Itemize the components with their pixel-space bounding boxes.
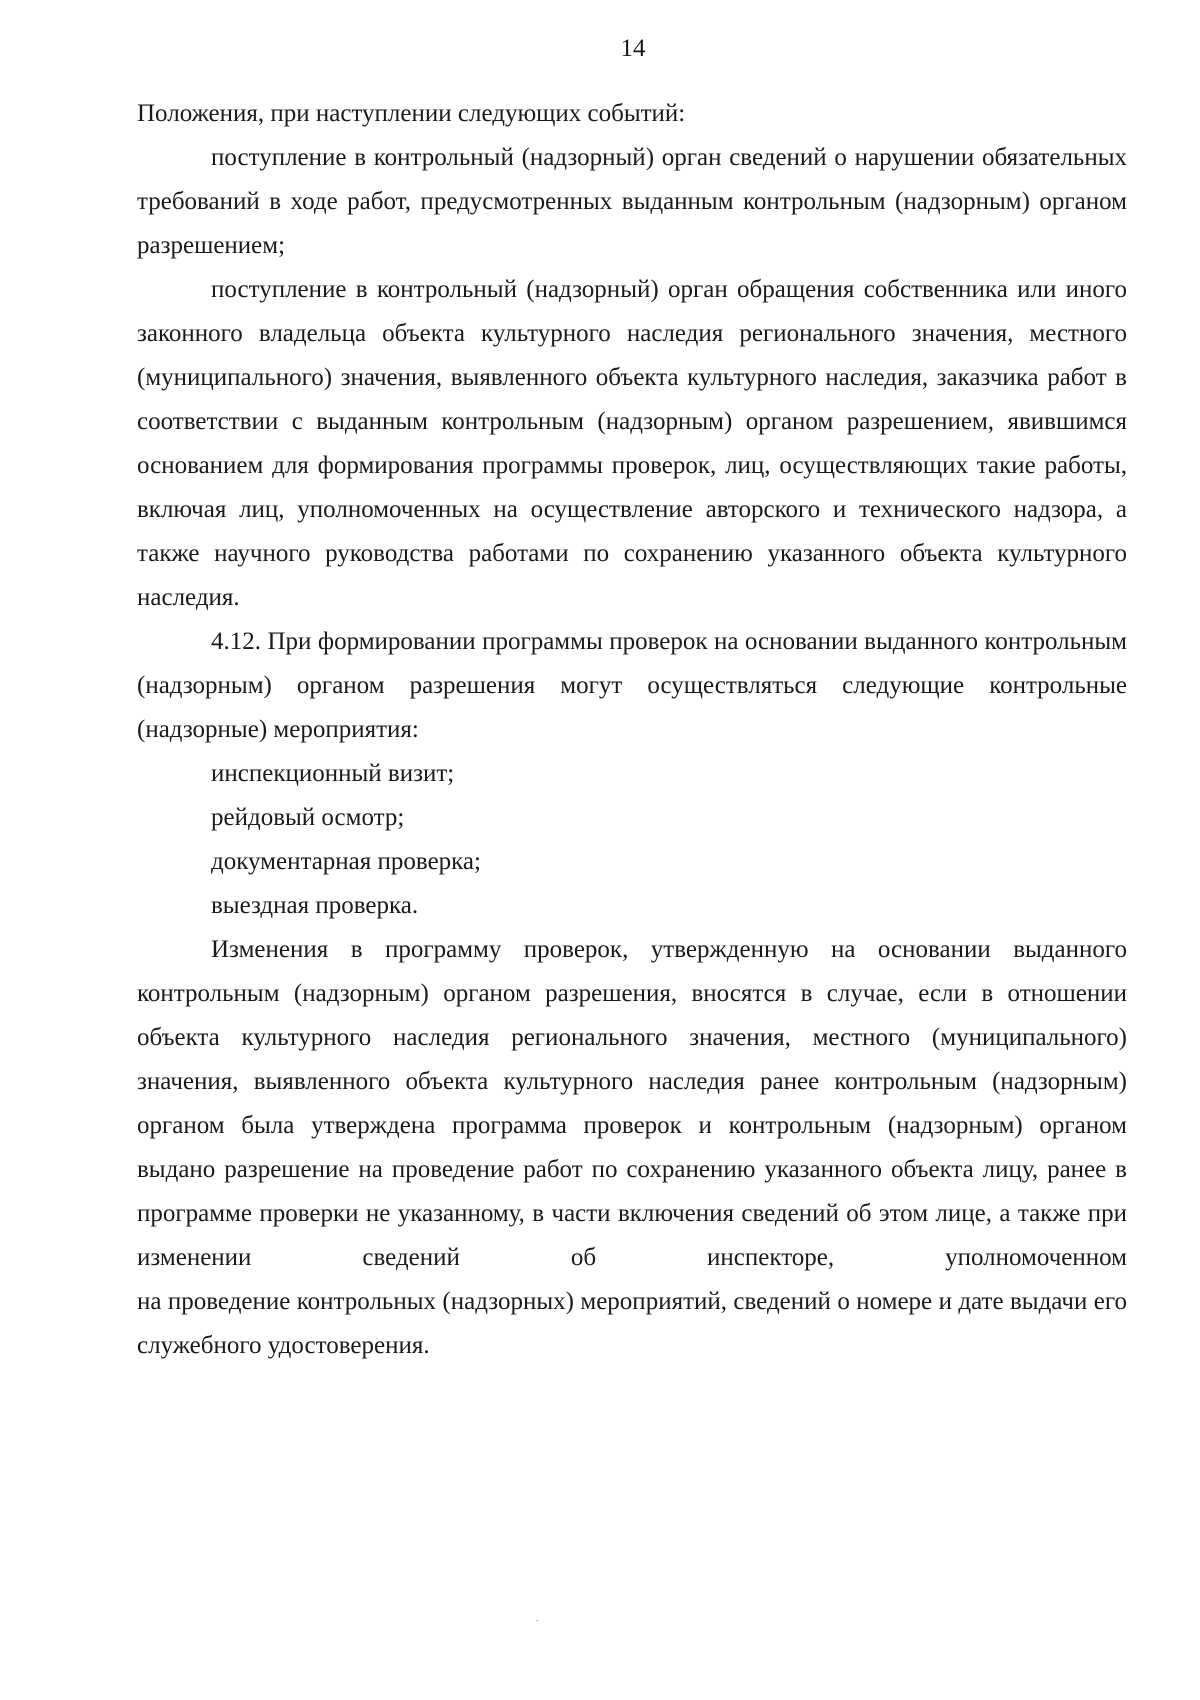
paragraph-program-changes-end: на проведение контрольных (надзорных) мероприятий, сведений о номере и дате выдачи его служебного удостоверения. <box>137 1288 1127 1359</box>
list-item-field-check: выездная проверка. <box>211 892 419 919</box>
scan-speck <box>536 1620 538 1621</box>
page-number: 14 <box>620 35 646 62</box>
paragraph-program-changes: Изменения в программу проверок, утвержденную на основании выданного контрольным (надзорным) органом разрешения, вносятся в случае, если в отношении объекта культурного наследия регионального значения, местного (муниципального) значения, выявленного объекта культурного наследия ранее контрольным (надзорным) органом была утверждена программа проверок и контрольным (надзорным) органом выдано разрешение на проведение работ по сохранению указанного объекта лицу, ранее в программе проверки не указанному, в части включения сведений об этом лице, а также при изменении сведений об инспекторе, уполномоченном <box>137 936 1127 1271</box>
list-item-documentary-check: документарная проверка; <box>211 848 481 875</box>
list-item-inspection-visit: инспекционный визит; <box>211 760 455 787</box>
paragraph-section-4-12: 4.12. При формировании программы проверок на основании выданного контрольным (надзорным) органом разрешения могут осуществляться следующие контрольные (надзорные) мероприятия: <box>137 628 1127 743</box>
list-item-raid-inspection: рейдовый осмотр; <box>211 804 405 831</box>
paragraph-owner-request: поступление в контрольный (надзорный) орган обращения собственника или иного законного владельца объекта культурного наследия регионального значения, местного (муниципального) значения, выявленного объекта культурного наследия, заказчика работ в соответствии с выданным контрольным (надзорным) органом разрешением, явившимся основанием для формирования программы проверок, лиц, осуществляющих такие работы, включая лиц, уполномоченных на осуществление авторского и технического надзора, а также научного руководства работами по сохранению указанного объекта культурного наследия. <box>137 276 1127 611</box>
paragraph-intro: Положения, при наступлении следующих событий: <box>137 100 686 127</box>
paragraph-violation-info: поступление в контрольный (надзорный) орган сведений о нарушении обязательных требований в ходе работ, предусмотренных выданным контрольным (надзорным) органом разрешением; <box>137 144 1127 259</box>
document-body <box>137 92 1127 1368</box>
